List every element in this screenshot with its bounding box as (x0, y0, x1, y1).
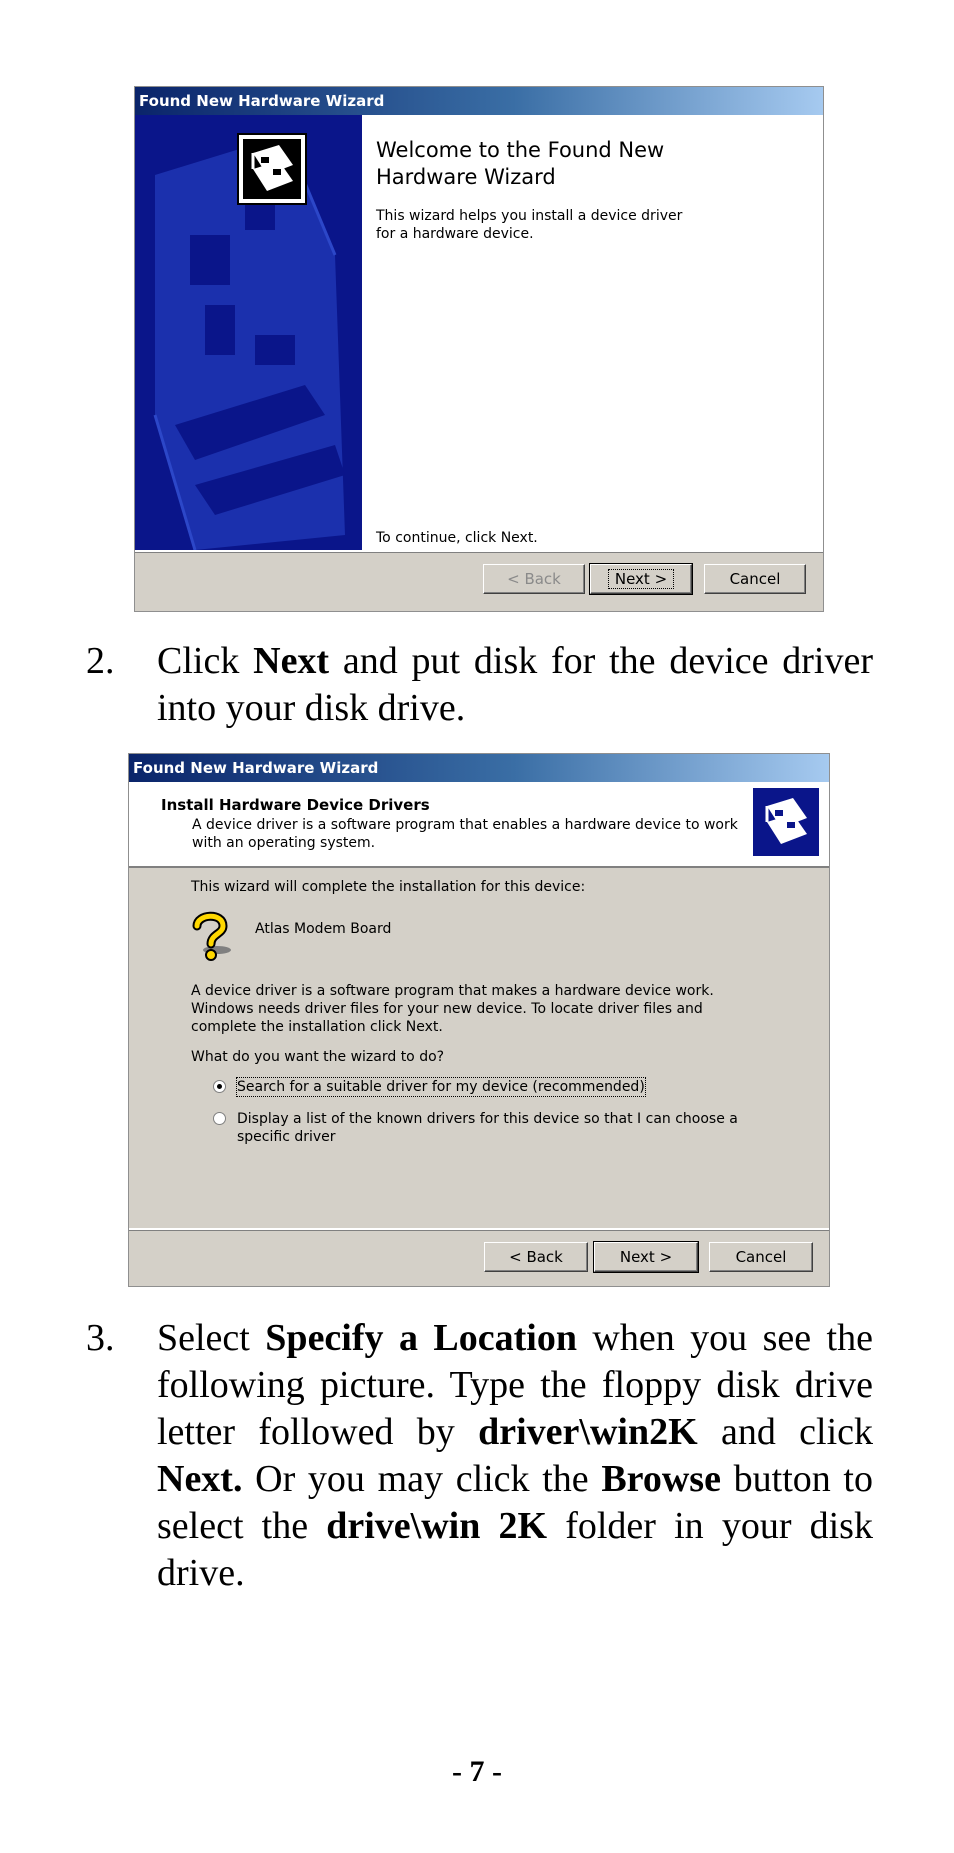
window-title: Found New Hardware Wizard (129, 754, 829, 782)
page-number: - 7 - (452, 1755, 502, 1788)
wizard-content-panel (362, 115, 823, 550)
step-2-number: 2. (86, 640, 115, 682)
cancel-button[interactable]: Cancel (709, 1242, 813, 1272)
header-title: Install Hardware Device Drivers (161, 796, 430, 814)
display-list-radio[interactable] (213, 1112, 226, 1125)
wizard-hardware-icon (237, 133, 307, 205)
wizard-hardware-icon (751, 786, 821, 858)
window-title: Found New Hardware Wizard (135, 87, 823, 115)
wizard-sidebar-graphic (135, 115, 362, 550)
next-button[interactable]: Next > (590, 564, 692, 594)
driver-info-text: A device driver is a software program that makes a hardware device work. Windows needs driver files for your new device. To locate driver files and complete the installation click Next. (191, 983, 714, 1035)
wizard-button-bar (129, 1228, 829, 1286)
wizard-button-bar (135, 550, 823, 611)
wizard-description: This wizard helps you install a device driver for a hardware device. (376, 208, 683, 242)
search-driver-radio[interactable] (213, 1080, 226, 1093)
header-description: A device driver is a software program that enables a hardware device to work with an operating system. (192, 817, 738, 851)
welcome-wizard-screenshot (134, 86, 824, 612)
device-name: Atlas Modem Board (255, 921, 392, 937)
question-text: What do you want the wizard to do? (191, 1049, 445, 1065)
wizard-body (129, 868, 829, 1228)
search-driver-option-label[interactable]: Search for a suitable driver for my device (recommended) (237, 1079, 645, 1095)
step-3-text: Select Specify a Location when you see the following picture. Type the floppy disk drive letter followed by driver\win2K and click Next. Or you may click the Browse button to select the drive\win 2K folder in your disk drive. (157, 1317, 874, 1594)
next-button[interactable]: Next > (594, 1242, 698, 1272)
back-button[interactable]: < Back (484, 1242, 588, 1272)
step-3-number: 3. (86, 1317, 115, 1359)
question-mark-icon (189, 910, 237, 964)
continue-instruction: To continue, click Next. (376, 530, 538, 546)
wizard-header (129, 782, 829, 868)
display-list-option-label[interactable]: Display a list of the known drivers for this device so that I can choose a specific driver (237, 1111, 738, 1145)
install-drivers-wizard-screenshot (128, 753, 830, 1287)
intro-text: This wizard will complete the installation for this device: (191, 879, 586, 895)
wizard-heading: Welcome to the Found New Hardware Wizard (376, 138, 665, 189)
cancel-button[interactable]: Cancel (704, 564, 806, 594)
back-button[interactable]: < Back (483, 564, 585, 594)
step-2-text: Click Next and put disk for the device driver into your disk drive. (157, 640, 874, 729)
